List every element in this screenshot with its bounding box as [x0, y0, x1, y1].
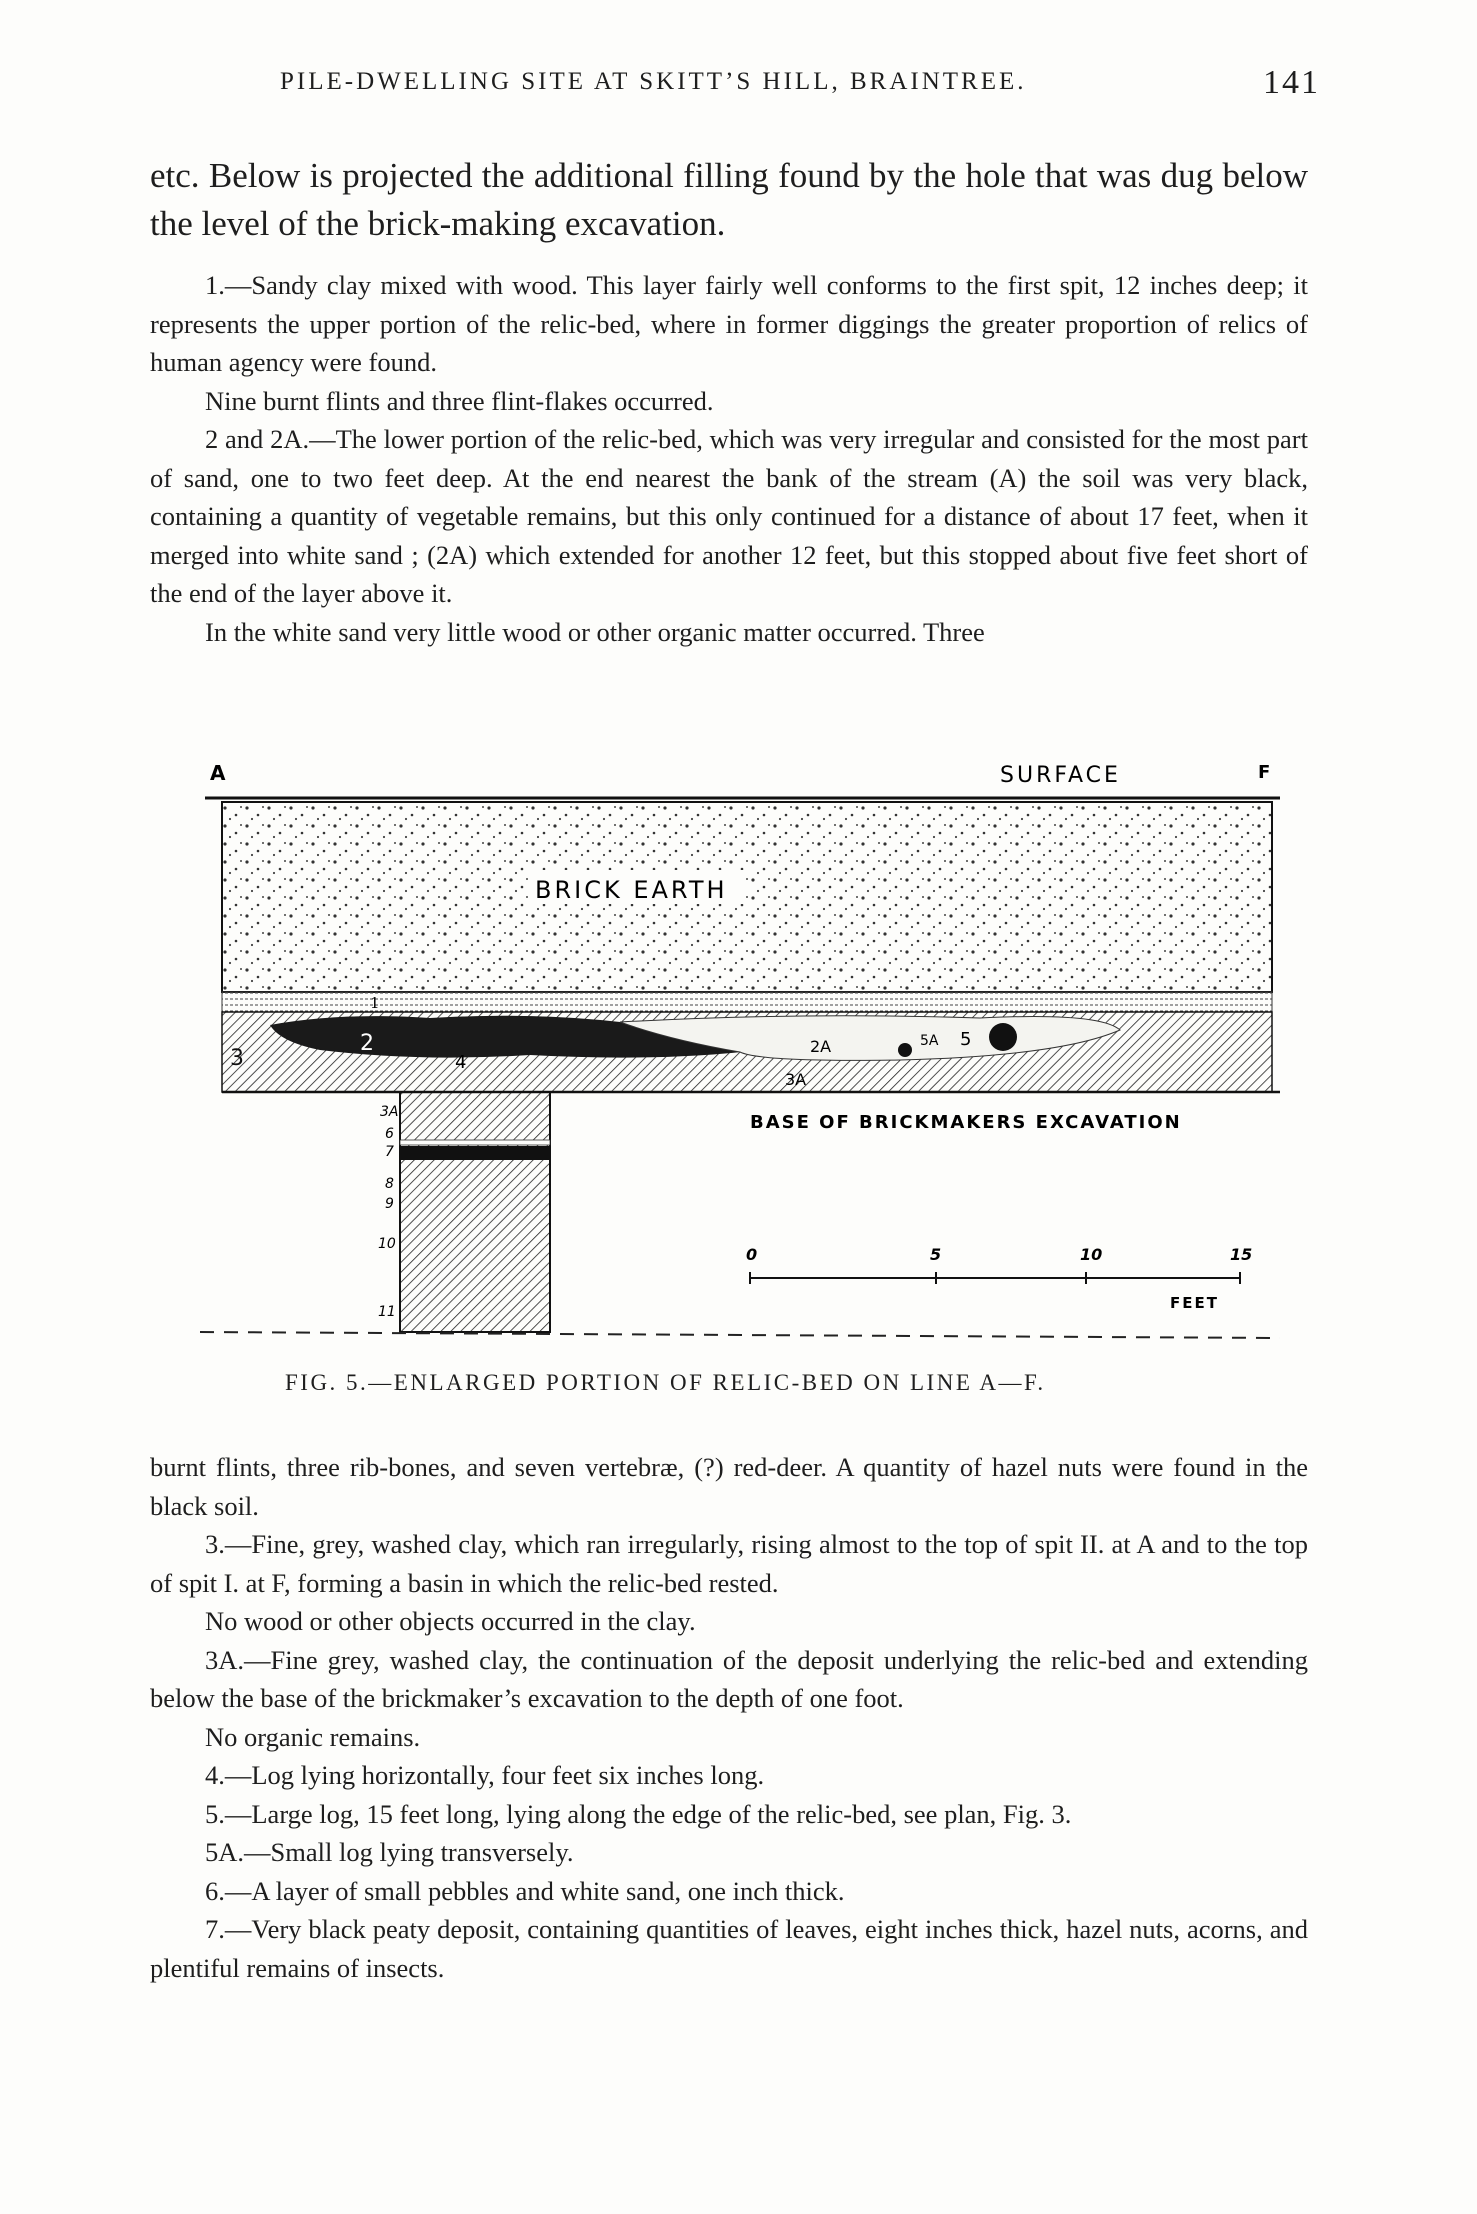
- paragraph-flints: Nine burnt flints and three flint-flakes occurred.: [205, 385, 714, 416]
- text-before-figure: [150, 266, 1308, 651]
- log-5: [989, 1023, 1017, 1051]
- figure-caption: FIG. 5.—ENLARGED PORTION OF RELIC-BED ON LINE A—F.: [285, 1370, 1046, 1395]
- log-5a: [898, 1043, 912, 1057]
- lead-paragraph: etc. Below is projected the additional filling found by the hole that was dug below the level of the brick-making excavation.: [150, 156, 1308, 243]
- svg-text:4: 4: [455, 1052, 467, 1073]
- running-head: [280, 64, 1320, 101]
- paragraph-layer-2: 2 and 2A.—The lower portion of the relic-bed, which was very irregular and consisted for the most part of sand, one to two feet deep. At the end nearest the bank of the stream (A) the soil was very black, containing a quantity of vegetable remains, but this only continued for a distance of about 17 feet, when it merged into white sand ; (2A) which extended for another 12 feet, but this stopped about five feet short of the end of the layer above it.: [150, 424, 1308, 608]
- base-label: BASE OF BRICKMAKERS EXCAVATION: [750, 1112, 1182, 1133]
- svg-text:11: 11: [378, 1304, 396, 1320]
- svg-text:6: 6: [385, 1126, 394, 1142]
- svg-text:3: 3: [230, 1046, 244, 1071]
- paragraph-layer-6: 6.—A layer of small pebbles and white sand, one inch thick.: [205, 1875, 845, 1906]
- paragraph-layer-5a: 5A.—Small log lying transversely.: [205, 1837, 574, 1867]
- svg-text:8: 8: [385, 1176, 394, 1192]
- dashed-level-line: [200, 1332, 1280, 1338]
- page-number: 141: [1263, 64, 1320, 101]
- svg-text:10: 10: [1080, 1245, 1103, 1264]
- svg-text:1: 1: [370, 994, 380, 1012]
- paragraph-no-organic: No organic remains.: [205, 1721, 421, 1752]
- text-after-figure: [150, 1448, 1308, 1987]
- surface-label: SURFACE: [1000, 763, 1121, 788]
- section-diagram: [200, 750, 1300, 1350]
- label-a: A: [210, 761, 226, 785]
- svg-text:7: 7: [385, 1144, 394, 1160]
- svg-text:2: 2: [360, 1031, 374, 1056]
- brick-earth-layer: [222, 802, 1272, 992]
- scale-bar: [746, 1245, 1252, 1312]
- svg-text:5: 5: [960, 1029, 972, 1050]
- running-title: PILE-DWELLING SITE AT SKITT’S HILL, BRAINTREE.: [280, 68, 1027, 95]
- svg-text:5A: 5A: [920, 1033, 939, 1049]
- pebble-layer-6: [400, 1140, 550, 1145]
- paragraph-layer-4: 4.—Log lying horizontally, four feet six inches long.: [205, 1760, 765, 1790]
- paragraph-no-wood: No wood or other objects occurred in the clay.: [205, 1606, 696, 1636]
- paragraph-layer-7: 7.—Very black peaty deposit, containing quantities of leaves, eight inches thick, hazel nuts, acorns, and plentiful remains of insects.: [150, 1914, 1308, 1983]
- label-f: F: [1258, 762, 1271, 783]
- svg-text:5: 5: [930, 1245, 942, 1264]
- paragraph-continued: burnt flints, three rib-bones, and seven vertebræ, (?) red-deer. A quantity of hazel nuts were found in the black soil.: [150, 1452, 1308, 1521]
- peaty-layer-7: [400, 1146, 550, 1160]
- svg-text:9: 9: [385, 1196, 394, 1212]
- svg-text:0: 0: [746, 1245, 758, 1264]
- scale-unit: FEET: [1170, 1294, 1219, 1312]
- svg-text:3A: 3A: [785, 1070, 807, 1089]
- paragraph-layer-5: 5.—Large log, 15 feet long, lying along the edge of the relic-bed, see plan, Fig. 3.: [205, 1798, 1072, 1829]
- svg-text:3A: 3A: [380, 1104, 399, 1120]
- svg-text:10: 10: [378, 1236, 396, 1252]
- brick-earth-label: BRICK EARTH: [535, 876, 728, 904]
- svg-text:2A: 2A: [810, 1037, 832, 1056]
- paragraph-layer-3: 3.—Fine, grey, washed clay, which ran irregularly, rising almost to the top of spit II. at A and to the top of spit I. at F, forming a basin in which the relic-bed rested.: [150, 1529, 1308, 1598]
- paragraph-white-sand: In the white sand very little wood or other organic matter occurred. Three: [205, 616, 985, 647]
- paragraph-layer-3a: 3A.—Fine grey, washed clay, the continuation of the deposit underlying the relic-bed and extending below the base of the brickmaker’s excavation to the depth of one foot.: [150, 1644, 1308, 1713]
- paragraph-layer-1: 1.—Sandy clay mixed with wood. This layer fairly well conforms to the first spit, 12 inches deep; it represents the upper portion of the relic-bed, where in former diggings the greater proportion of relics of human agency were found.: [150, 270, 1308, 377]
- test-pit-column: [400, 1092, 550, 1332]
- svg-text:15: 15: [1230, 1245, 1253, 1264]
